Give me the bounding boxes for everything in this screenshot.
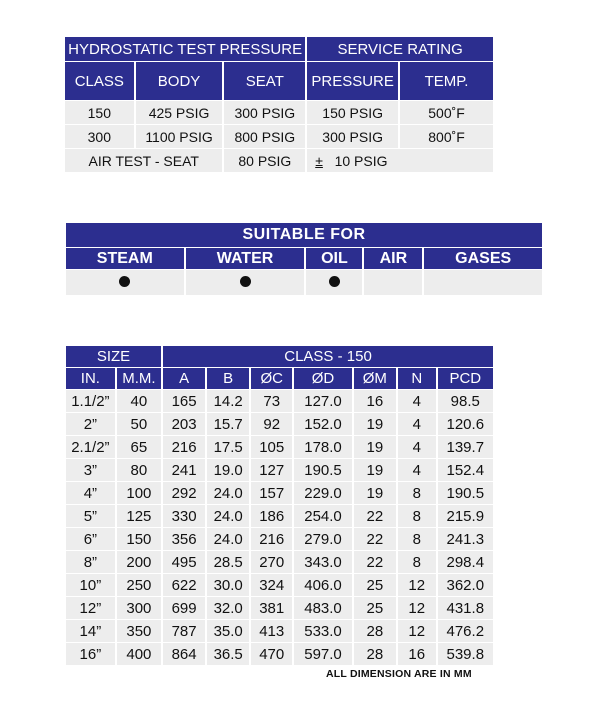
dim-col-header: ØD bbox=[294, 368, 352, 389]
cell: 10” bbox=[66, 574, 115, 596]
cell: 19.0 bbox=[207, 459, 249, 481]
cell: 279.0 bbox=[294, 528, 352, 550]
cell: 300 PSIG bbox=[307, 125, 398, 148]
cell: 597.0 bbox=[294, 643, 352, 665]
table-row bbox=[66, 574, 493, 596]
cell: 12 bbox=[398, 574, 436, 596]
tolerance-value: 10 PSIG bbox=[334, 152, 388, 169]
cell: 12 bbox=[398, 597, 436, 619]
cell: 190.5 bbox=[438, 482, 493, 504]
media-gases: GASES bbox=[424, 248, 542, 269]
cell: 241 bbox=[163, 459, 205, 481]
cell: 12” bbox=[66, 597, 115, 619]
cell: 127 bbox=[251, 459, 292, 481]
suitability-cell bbox=[186, 270, 305, 295]
cell: 28.5 bbox=[207, 551, 249, 573]
cell: 254.0 bbox=[294, 505, 352, 527]
cell: 5” bbox=[66, 505, 115, 527]
cell: 324 bbox=[251, 574, 292, 596]
cell: 699 bbox=[163, 597, 205, 619]
cell: 105 bbox=[251, 436, 292, 458]
cell: 12 bbox=[398, 620, 436, 642]
cell: 22 bbox=[354, 528, 396, 550]
cell: 40 bbox=[117, 390, 161, 412]
suitability-cell bbox=[66, 270, 184, 295]
cell: 36.5 bbox=[207, 643, 249, 665]
cell: 16” bbox=[66, 643, 115, 665]
cell: 28 bbox=[354, 620, 396, 642]
cell: 2” bbox=[66, 413, 115, 435]
cell: 186 bbox=[251, 505, 292, 527]
cell: 483.0 bbox=[294, 597, 352, 619]
cell: 190.5 bbox=[294, 459, 352, 481]
cell: 241.3 bbox=[438, 528, 493, 550]
cell: 864 bbox=[163, 643, 205, 665]
cell: 25 bbox=[354, 574, 396, 596]
bullet-icon bbox=[240, 276, 251, 287]
cell: 229.0 bbox=[294, 482, 352, 504]
cell: 381 bbox=[251, 597, 292, 619]
cell: 150 bbox=[65, 101, 134, 124]
cell: 470 bbox=[251, 643, 292, 665]
dim-col-header: B bbox=[207, 368, 249, 389]
cell: 8 bbox=[398, 482, 436, 504]
cell: 4 bbox=[398, 436, 436, 458]
table-row bbox=[66, 505, 493, 527]
cell: 15.7 bbox=[207, 413, 249, 435]
pressure-table bbox=[63, 36, 495, 173]
bullet-icon bbox=[329, 276, 340, 287]
cell: 362.0 bbox=[438, 574, 493, 596]
table-row bbox=[65, 125, 493, 148]
cell: 14” bbox=[66, 620, 115, 642]
cell: 622 bbox=[163, 574, 205, 596]
cell: 1.1/2” bbox=[66, 390, 115, 412]
cell: 3” bbox=[66, 459, 115, 481]
col-body: BODY bbox=[136, 62, 223, 100]
dim-col-header: M.M. bbox=[117, 368, 161, 389]
cell: 431.8 bbox=[438, 597, 493, 619]
table-row bbox=[66, 528, 493, 550]
cell: 400 bbox=[117, 643, 161, 665]
media-air: AIR bbox=[364, 248, 422, 269]
cell: 150 bbox=[117, 528, 161, 550]
dim-col-header: ØC bbox=[251, 368, 292, 389]
cell: 30.0 bbox=[207, 574, 249, 596]
cell: 19 bbox=[354, 459, 396, 481]
cell: 19 bbox=[354, 436, 396, 458]
dim-col-header: IN. bbox=[66, 368, 115, 389]
cell: 425 PSIG bbox=[136, 101, 223, 124]
suitable-title: SUITABLE FOR bbox=[66, 223, 542, 247]
table-row bbox=[66, 436, 493, 458]
cell: 22 bbox=[354, 551, 396, 573]
cell: 28 bbox=[354, 643, 396, 665]
col-seat: SEAT bbox=[224, 62, 305, 100]
cell: 92 bbox=[251, 413, 292, 435]
table-row bbox=[66, 413, 493, 435]
cell: 150 PSIG bbox=[307, 101, 398, 124]
suitability-cell bbox=[364, 270, 422, 295]
cell: 14.2 bbox=[207, 390, 249, 412]
cell: 800 PSIG bbox=[224, 125, 305, 148]
cell: 406.0 bbox=[294, 574, 352, 596]
cell: 8 bbox=[398, 528, 436, 550]
dimension-table bbox=[64, 345, 495, 666]
cell: 19 bbox=[354, 482, 396, 504]
table-row bbox=[66, 597, 493, 619]
suitability-row bbox=[66, 270, 542, 295]
service-rating-header: SERVICE RATING bbox=[307, 37, 493, 61]
cell: 270 bbox=[251, 551, 292, 573]
cell: 127.0 bbox=[294, 390, 352, 412]
media-oil: OIL bbox=[306, 248, 362, 269]
dim-col-header: N bbox=[398, 368, 436, 389]
cell: 787 bbox=[163, 620, 205, 642]
table-row bbox=[66, 482, 493, 504]
cell: 4 bbox=[398, 459, 436, 481]
suitable-table bbox=[64, 222, 544, 296]
cell: 4 bbox=[398, 413, 436, 435]
cell: 16 bbox=[354, 390, 396, 412]
cell: 215.9 bbox=[438, 505, 493, 527]
cell: 165 bbox=[163, 390, 205, 412]
cell: 35.0 bbox=[207, 620, 249, 642]
cell: 152.0 bbox=[294, 413, 352, 435]
cell: 413 bbox=[251, 620, 292, 642]
cell: 8 bbox=[398, 551, 436, 573]
suitability-cell bbox=[424, 270, 542, 295]
cell: 8” bbox=[66, 551, 115, 573]
cell: 356 bbox=[163, 528, 205, 550]
cell: 100 bbox=[117, 482, 161, 504]
cell: 157 bbox=[251, 482, 292, 504]
cell: 298.4 bbox=[438, 551, 493, 573]
air-test-tolerance bbox=[307, 149, 493, 172]
cell: 4 bbox=[398, 390, 436, 412]
cell: 203 bbox=[163, 413, 205, 435]
plus-minus-symbol: ± bbox=[315, 152, 323, 169]
air-test-label: AIR TEST - SEAT bbox=[65, 149, 222, 172]
cell: 300 bbox=[117, 597, 161, 619]
table-row bbox=[66, 459, 493, 481]
air-test-value: 80 PSIG bbox=[224, 149, 305, 172]
cell: 500˚F bbox=[400, 101, 493, 124]
cell: 16 bbox=[398, 643, 436, 665]
table-row bbox=[65, 101, 493, 124]
cell: 533.0 bbox=[294, 620, 352, 642]
cell: 139.7 bbox=[438, 436, 493, 458]
cell: 2.1/2” bbox=[66, 436, 115, 458]
air-test-row bbox=[65, 149, 493, 172]
cell: 300 PSIG bbox=[224, 101, 305, 124]
col-class: CLASS bbox=[65, 62, 134, 100]
table-row bbox=[66, 620, 493, 642]
cell: 152.4 bbox=[438, 459, 493, 481]
cell: 6” bbox=[66, 528, 115, 550]
cell: 539.8 bbox=[438, 643, 493, 665]
cell: 73 bbox=[251, 390, 292, 412]
cell: 476.2 bbox=[438, 620, 493, 642]
cell: 65 bbox=[117, 436, 161, 458]
cell: 125 bbox=[117, 505, 161, 527]
cell: 17.5 bbox=[207, 436, 249, 458]
cell: 8 bbox=[398, 505, 436, 527]
cell: 24.0 bbox=[207, 528, 249, 550]
cell: 495 bbox=[163, 551, 205, 573]
dimension-note: ALL DIMENSION ARE IN MM bbox=[326, 668, 472, 680]
suitability-cell bbox=[306, 270, 362, 295]
cell: 216 bbox=[251, 528, 292, 550]
cell: 300 bbox=[65, 125, 134, 148]
cell: 178.0 bbox=[294, 436, 352, 458]
cell: 25 bbox=[354, 597, 396, 619]
cell: 98.5 bbox=[438, 390, 493, 412]
cell: 216 bbox=[163, 436, 205, 458]
cell: 80 bbox=[117, 459, 161, 481]
media-water: WATER bbox=[186, 248, 305, 269]
cell: 1100 PSIG bbox=[136, 125, 223, 148]
cell: 32.0 bbox=[207, 597, 249, 619]
cell: 24.0 bbox=[207, 505, 249, 527]
cell: 200 bbox=[117, 551, 161, 573]
cell: 19 bbox=[354, 413, 396, 435]
cell: 350 bbox=[117, 620, 161, 642]
hydrostatic-header: HYDROSTATIC TEST PRESSURE bbox=[65, 37, 305, 61]
cell: 292 bbox=[163, 482, 205, 504]
table-row bbox=[66, 551, 493, 573]
cell: 24.0 bbox=[207, 482, 249, 504]
table-row bbox=[66, 643, 493, 665]
cell: 120.6 bbox=[438, 413, 493, 435]
cell: 4” bbox=[66, 482, 115, 504]
dim-col-header: ØM bbox=[354, 368, 396, 389]
cell: 22 bbox=[354, 505, 396, 527]
dim-col-header: PCD bbox=[438, 368, 493, 389]
cell: 343.0 bbox=[294, 551, 352, 573]
table-row bbox=[66, 390, 493, 412]
col-temp: TEMP. bbox=[400, 62, 493, 100]
size-header: SIZE bbox=[66, 346, 161, 367]
dim-col-header: A bbox=[163, 368, 205, 389]
class-header: CLASS - 150 bbox=[163, 346, 493, 367]
cell: 50 bbox=[117, 413, 161, 435]
cell: 330 bbox=[163, 505, 205, 527]
cell: 800˚F bbox=[400, 125, 493, 148]
col-pressure: PRESSURE bbox=[307, 62, 398, 100]
cell: 250 bbox=[117, 574, 161, 596]
bullet-icon bbox=[119, 276, 130, 287]
media-steam: STEAM bbox=[66, 248, 184, 269]
